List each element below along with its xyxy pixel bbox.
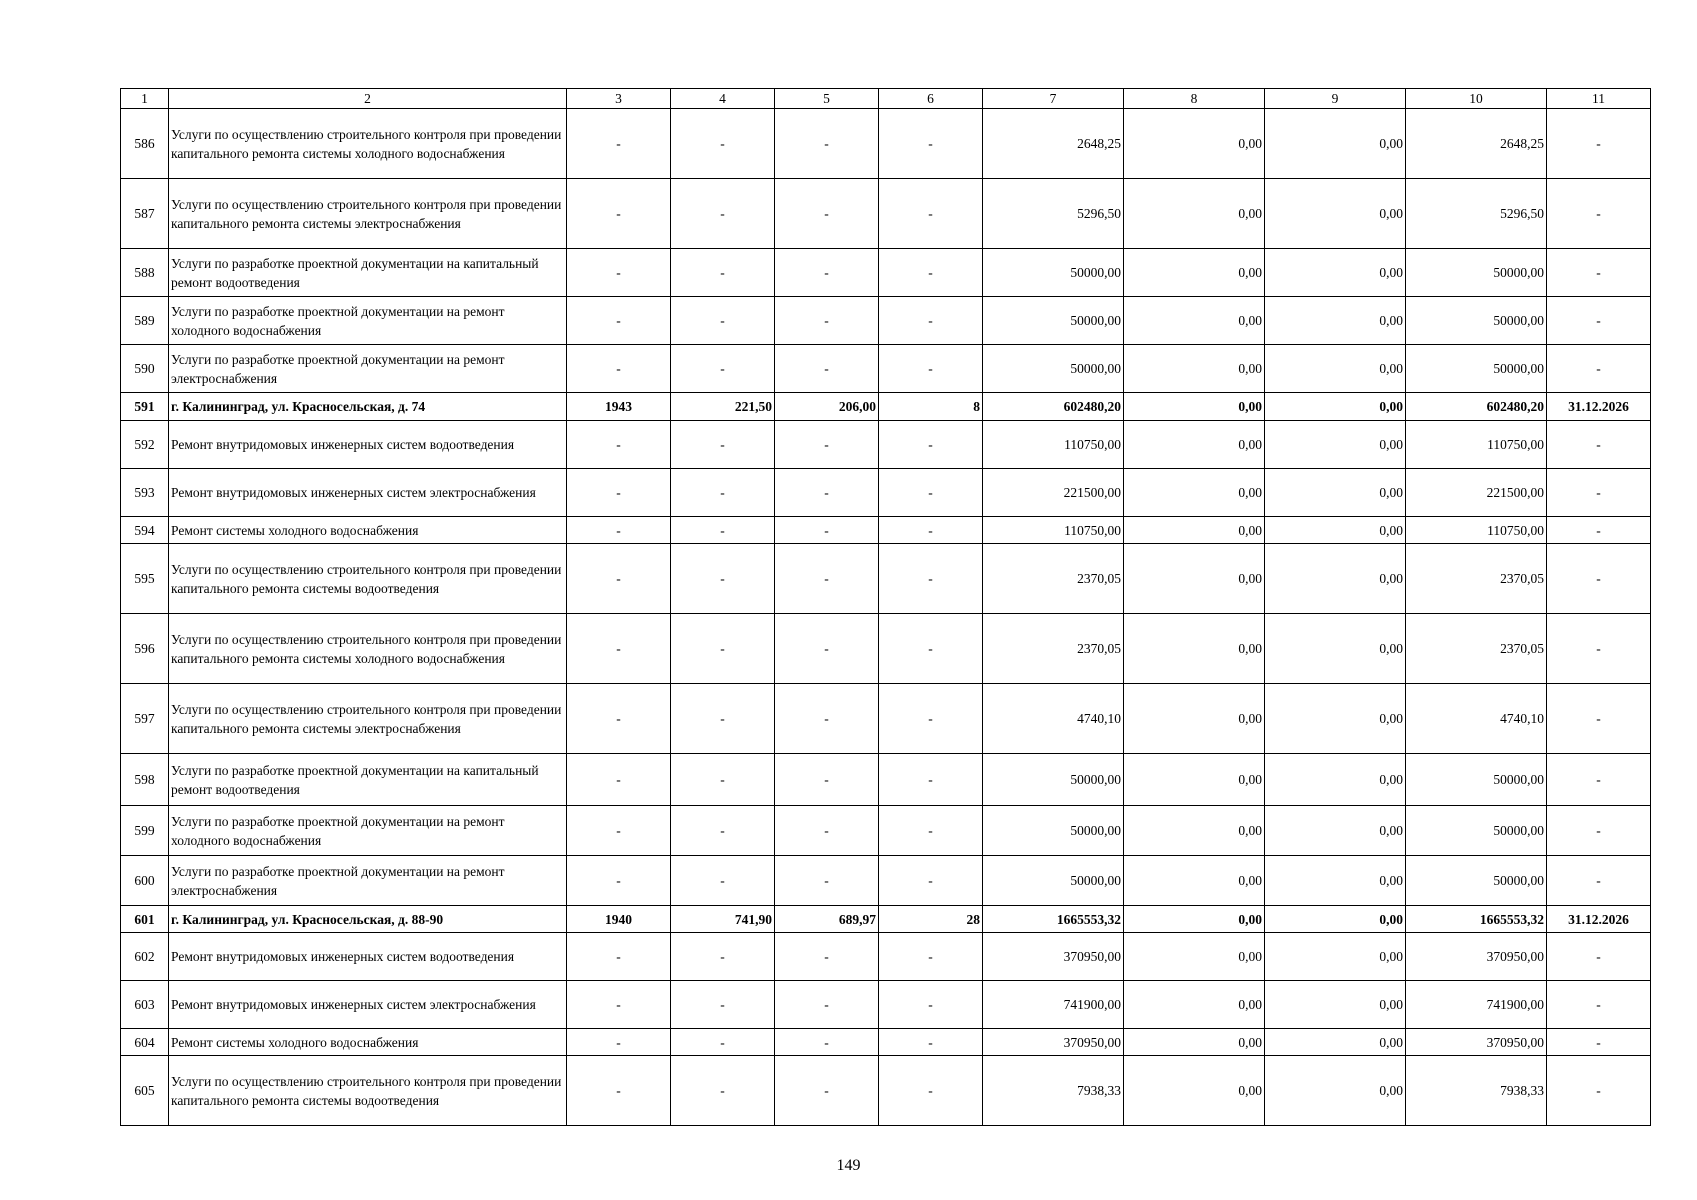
living-area: - bbox=[775, 249, 879, 297]
row-description: Услуги по разработке проектной документации на ремонт электроснабжения bbox=[169, 345, 567, 393]
residents: - bbox=[879, 684, 983, 754]
column-header: 2 bbox=[169, 89, 567, 109]
completion-date: - bbox=[1547, 754, 1651, 806]
residents: - bbox=[879, 1056, 983, 1126]
completion-date: - bbox=[1547, 933, 1651, 981]
owner-funds: 50000,00 bbox=[1406, 754, 1547, 806]
total-area: - bbox=[671, 1056, 775, 1126]
fund-share-1: 0,00 bbox=[1124, 906, 1265, 933]
total-area: - bbox=[671, 517, 775, 544]
row-number: 595 bbox=[121, 544, 169, 614]
residents: - bbox=[879, 933, 983, 981]
fund-share-2: 0,00 bbox=[1265, 684, 1406, 754]
owner-funds: 50000,00 bbox=[1406, 249, 1547, 297]
build-year: - bbox=[567, 421, 671, 469]
living-area: - bbox=[775, 345, 879, 393]
owner-funds: 50000,00 bbox=[1406, 297, 1547, 345]
build-year: - bbox=[567, 249, 671, 297]
column-header: 9 bbox=[1265, 89, 1406, 109]
residents: - bbox=[879, 614, 983, 684]
row-description: Услуги по разработке проектной документации на капитальный ремонт водоотведения bbox=[169, 249, 567, 297]
row-description: Услуги по разработке проектной документации на ремонт холодного водоснабжения bbox=[169, 297, 567, 345]
owner-funds: 110750,00 bbox=[1406, 421, 1547, 469]
total-cost: 2370,05 bbox=[983, 614, 1124, 684]
fund-share-1: 0,00 bbox=[1124, 614, 1265, 684]
total-cost: 110750,00 bbox=[983, 517, 1124, 544]
completion-date: - bbox=[1547, 981, 1651, 1029]
completion-date: - bbox=[1547, 109, 1651, 179]
owner-funds: 110750,00 bbox=[1406, 517, 1547, 544]
total-cost: 370950,00 bbox=[983, 933, 1124, 981]
residents: - bbox=[879, 179, 983, 249]
completion-date: - bbox=[1547, 345, 1651, 393]
column-header: 11 bbox=[1547, 89, 1651, 109]
total-area: 741,90 bbox=[671, 906, 775, 933]
build-year: - bbox=[567, 806, 671, 856]
page-number: 149 bbox=[836, 1157, 861, 1174]
completion-date: - bbox=[1547, 614, 1651, 684]
total-cost: 370950,00 bbox=[983, 1029, 1124, 1056]
residents: - bbox=[879, 517, 983, 544]
total-area: - bbox=[671, 754, 775, 806]
living-area: - bbox=[775, 109, 879, 179]
row-number: 604 bbox=[121, 1029, 169, 1056]
residents: - bbox=[879, 421, 983, 469]
total-area: - bbox=[671, 469, 775, 517]
total-area: - bbox=[671, 856, 775, 906]
living-area: - bbox=[775, 856, 879, 906]
table-row bbox=[121, 933, 1651, 981]
build-year: - bbox=[567, 517, 671, 544]
row-number: 590 bbox=[121, 345, 169, 393]
owner-funds: 50000,00 bbox=[1406, 806, 1547, 856]
completion-date: - bbox=[1547, 856, 1651, 906]
fund-share-2: 0,00 bbox=[1265, 517, 1406, 544]
row-number: 586 bbox=[121, 109, 169, 179]
row-description: Услуги по осуществлению строительного контроля при проведении капитального ремонта системы холодного водоснабжения bbox=[169, 614, 567, 684]
total-area: - bbox=[671, 249, 775, 297]
fund-share-1: 0,00 bbox=[1124, 1056, 1265, 1126]
fund-share-2: 0,00 bbox=[1265, 469, 1406, 517]
column-header: 7 bbox=[983, 89, 1124, 109]
living-area: - bbox=[775, 469, 879, 517]
fund-share-1: 0,00 bbox=[1124, 684, 1265, 754]
total-cost: 50000,00 bbox=[983, 754, 1124, 806]
total-area: - bbox=[671, 806, 775, 856]
residents: - bbox=[879, 856, 983, 906]
fund-share-1: 0,00 bbox=[1124, 179, 1265, 249]
fund-share-1: 0,00 bbox=[1124, 981, 1265, 1029]
total-cost: 741900,00 bbox=[983, 981, 1124, 1029]
fund-share-2: 0,00 bbox=[1265, 614, 1406, 684]
row-description: Ремонт внутридомовых инженерных систем водоотведения bbox=[169, 933, 567, 981]
fund-share-1: 0,00 bbox=[1124, 1029, 1265, 1056]
residents: - bbox=[879, 981, 983, 1029]
completion-date: - bbox=[1547, 1029, 1651, 1056]
total-area: 221,50 bbox=[671, 393, 775, 421]
build-year: - bbox=[567, 469, 671, 517]
row-description: Услуги по осуществлению строительного контроля при проведении капитального ремонта системы водоотведения bbox=[169, 1056, 567, 1126]
total-area: - bbox=[671, 109, 775, 179]
fund-share-1: 0,00 bbox=[1124, 393, 1265, 421]
row-description: Ремонт системы холодного водоснабжения bbox=[169, 517, 567, 544]
fund-share-2: 0,00 bbox=[1265, 249, 1406, 297]
completion-date: - bbox=[1547, 297, 1651, 345]
living-area: - bbox=[775, 1056, 879, 1126]
row-number: 591 bbox=[121, 393, 169, 421]
table-row bbox=[121, 1029, 1651, 1056]
row-number: 592 bbox=[121, 421, 169, 469]
fund-share-1: 0,00 bbox=[1124, 345, 1265, 393]
completion-date: - bbox=[1547, 1056, 1651, 1126]
total-cost: 2370,05 bbox=[983, 544, 1124, 614]
table-row bbox=[121, 856, 1651, 906]
row-number: 597 bbox=[121, 684, 169, 754]
living-area: - bbox=[775, 421, 879, 469]
living-area: - bbox=[775, 806, 879, 856]
fund-share-1: 0,00 bbox=[1124, 109, 1265, 179]
owner-funds: 4740,10 bbox=[1406, 684, 1547, 754]
owner-funds: 5296,50 bbox=[1406, 179, 1547, 249]
table-row bbox=[121, 614, 1651, 684]
total-area: - bbox=[671, 981, 775, 1029]
fund-share-2: 0,00 bbox=[1265, 754, 1406, 806]
column-number-row bbox=[121, 89, 1651, 109]
fund-share-2: 0,00 bbox=[1265, 981, 1406, 1029]
row-number: 601 bbox=[121, 906, 169, 933]
build-year: 1940 bbox=[567, 906, 671, 933]
fund-share-1: 0,00 bbox=[1124, 754, 1265, 806]
build-year: - bbox=[567, 933, 671, 981]
fund-share-2: 0,00 bbox=[1265, 544, 1406, 614]
residents: 28 bbox=[879, 906, 983, 933]
owner-funds: 2370,05 bbox=[1406, 614, 1547, 684]
fund-share-2: 0,00 bbox=[1265, 179, 1406, 249]
fund-share-1: 0,00 bbox=[1124, 544, 1265, 614]
completion-date: - bbox=[1547, 517, 1651, 544]
living-area: - bbox=[775, 297, 879, 345]
budget-table bbox=[120, 88, 1651, 1126]
row-number: 602 bbox=[121, 933, 169, 981]
fund-share-1: 0,00 bbox=[1124, 249, 1265, 297]
row-description: Услуги по разработке проектной документации на капитальный ремонт водоотведения bbox=[169, 754, 567, 806]
fund-share-2: 0,00 bbox=[1265, 345, 1406, 393]
build-year: - bbox=[567, 754, 671, 806]
build-year: - bbox=[567, 109, 671, 179]
fund-share-1: 0,00 bbox=[1124, 421, 1265, 469]
column-header: 3 bbox=[567, 89, 671, 109]
total-area: - bbox=[671, 345, 775, 393]
row-description: Ремонт системы холодного водоснабжения bbox=[169, 1029, 567, 1056]
living-area: - bbox=[775, 179, 879, 249]
row-description: Ремонт внутридомовых инженерных систем электроснабжения bbox=[169, 469, 567, 517]
total-area: - bbox=[671, 297, 775, 345]
table-row bbox=[121, 345, 1651, 393]
build-year: - bbox=[567, 1029, 671, 1056]
fund-share-2: 0,00 bbox=[1265, 297, 1406, 345]
fund-share-2: 0,00 bbox=[1265, 421, 1406, 469]
completion-date: - bbox=[1547, 421, 1651, 469]
total-cost: 50000,00 bbox=[983, 249, 1124, 297]
build-year: - bbox=[567, 345, 671, 393]
total-cost: 602480,20 bbox=[983, 393, 1124, 421]
living-area: 689,97 bbox=[775, 906, 879, 933]
build-year: - bbox=[567, 544, 671, 614]
total-area: - bbox=[671, 421, 775, 469]
fund-share-2: 0,00 bbox=[1265, 933, 1406, 981]
total-cost: 221500,00 bbox=[983, 469, 1124, 517]
build-year: - bbox=[567, 179, 671, 249]
build-year: - bbox=[567, 981, 671, 1029]
table-row bbox=[121, 806, 1651, 856]
total-area: - bbox=[671, 614, 775, 684]
table-row bbox=[121, 517, 1651, 544]
address-row bbox=[121, 393, 1651, 421]
owner-funds: 50000,00 bbox=[1406, 345, 1547, 393]
row-description: Услуги по осуществлению строительного контроля при проведении капитального ремонта системы холодного водоснабжения bbox=[169, 109, 567, 179]
living-area: - bbox=[775, 754, 879, 806]
residents: - bbox=[879, 345, 983, 393]
residents: - bbox=[879, 1029, 983, 1056]
total-cost: 7938,33 bbox=[983, 1056, 1124, 1126]
owner-funds: 602480,20 bbox=[1406, 393, 1547, 421]
table-row bbox=[121, 981, 1651, 1029]
row-description: Услуги по осуществлению строительного контроля при проведении капитального ремонта системы водоотведения bbox=[169, 544, 567, 614]
column-header: 6 bbox=[879, 89, 983, 109]
build-year: - bbox=[567, 614, 671, 684]
row-number: 588 bbox=[121, 249, 169, 297]
living-area: - bbox=[775, 1029, 879, 1056]
table-row bbox=[121, 469, 1651, 517]
column-header: 8 bbox=[1124, 89, 1265, 109]
residents: - bbox=[879, 544, 983, 614]
residents: - bbox=[879, 469, 983, 517]
residents: - bbox=[879, 109, 983, 179]
residents: - bbox=[879, 297, 983, 345]
owner-funds: 50000,00 bbox=[1406, 856, 1547, 906]
table-row bbox=[121, 249, 1651, 297]
total-cost: 2648,25 bbox=[983, 109, 1124, 179]
total-cost: 4740,10 bbox=[983, 684, 1124, 754]
total-cost: 50000,00 bbox=[983, 806, 1124, 856]
owner-funds: 370950,00 bbox=[1406, 1029, 1547, 1056]
completion-date: - bbox=[1547, 469, 1651, 517]
build-year: - bbox=[567, 297, 671, 345]
table-row bbox=[121, 109, 1651, 179]
residents: 8 bbox=[879, 393, 983, 421]
total-cost: 50000,00 bbox=[983, 856, 1124, 906]
owner-funds: 221500,00 bbox=[1406, 469, 1547, 517]
owner-funds: 370950,00 bbox=[1406, 933, 1547, 981]
fund-share-1: 0,00 bbox=[1124, 469, 1265, 517]
table-row bbox=[121, 297, 1651, 345]
row-description: Ремонт внутридомовых инженерных систем электроснабжения bbox=[169, 981, 567, 1029]
fund-share-2: 0,00 bbox=[1265, 1029, 1406, 1056]
fund-share-1: 0,00 bbox=[1124, 517, 1265, 544]
row-description: г. Калининград, ул. Красносельская, д. 74 bbox=[169, 393, 567, 421]
living-area: 206,00 bbox=[775, 393, 879, 421]
living-area: - bbox=[775, 614, 879, 684]
column-header: 4 bbox=[671, 89, 775, 109]
column-header: 5 bbox=[775, 89, 879, 109]
row-description: Услуги по разработке проектной документации на ремонт холодного водоснабжения bbox=[169, 806, 567, 856]
row-number: 599 bbox=[121, 806, 169, 856]
completion-date: 31.12.2026 bbox=[1547, 393, 1651, 421]
row-description: г. Калининград, ул. Красносельская, д. 88-90 bbox=[169, 906, 567, 933]
total-cost: 110750,00 bbox=[983, 421, 1124, 469]
fund-share-1: 0,00 bbox=[1124, 806, 1265, 856]
completion-date: - bbox=[1547, 684, 1651, 754]
row-number: 600 bbox=[121, 856, 169, 906]
column-header: 1 bbox=[121, 89, 169, 109]
table-row bbox=[121, 684, 1651, 754]
row-description: Услуги по осуществлению строительного контроля при проведении капитального ремонта системы электроснабжения bbox=[169, 684, 567, 754]
total-cost: 5296,50 bbox=[983, 179, 1124, 249]
total-cost: 1665553,32 bbox=[983, 906, 1124, 933]
total-area: - bbox=[671, 1029, 775, 1056]
living-area: - bbox=[775, 544, 879, 614]
fund-share-2: 0,00 bbox=[1265, 906, 1406, 933]
fund-share-1: 0,00 bbox=[1124, 933, 1265, 981]
table-row bbox=[121, 544, 1651, 614]
row-number: 605 bbox=[121, 1056, 169, 1126]
living-area: - bbox=[775, 684, 879, 754]
owner-funds: 7938,33 bbox=[1406, 1056, 1547, 1126]
row-number: 589 bbox=[121, 297, 169, 345]
completion-date: 31.12.2026 bbox=[1547, 906, 1651, 933]
owner-funds: 1665553,32 bbox=[1406, 906, 1547, 933]
residents: - bbox=[879, 806, 983, 856]
fund-share-2: 0,00 bbox=[1265, 109, 1406, 179]
row-number: 587 bbox=[121, 179, 169, 249]
total-area: - bbox=[671, 684, 775, 754]
fund-share-1: 0,00 bbox=[1124, 297, 1265, 345]
fund-share-2: 0,00 bbox=[1265, 806, 1406, 856]
residents: - bbox=[879, 754, 983, 806]
fund-share-2: 0,00 bbox=[1265, 1056, 1406, 1126]
owner-funds: 741900,00 bbox=[1406, 981, 1547, 1029]
row-number: 596 bbox=[121, 614, 169, 684]
fund-share-1: 0,00 bbox=[1124, 856, 1265, 906]
fund-share-2: 0,00 bbox=[1265, 393, 1406, 421]
table-row bbox=[121, 421, 1651, 469]
completion-date: - bbox=[1547, 179, 1651, 249]
owner-funds: 2370,05 bbox=[1406, 544, 1547, 614]
total-area: - bbox=[671, 544, 775, 614]
owner-funds: 2648,25 bbox=[1406, 109, 1547, 179]
residents: - bbox=[879, 249, 983, 297]
total-cost: 50000,00 bbox=[983, 345, 1124, 393]
build-year: - bbox=[567, 1056, 671, 1126]
completion-date: - bbox=[1547, 249, 1651, 297]
fund-share-2: 0,00 bbox=[1265, 856, 1406, 906]
address-row bbox=[121, 906, 1651, 933]
completion-date: - bbox=[1547, 806, 1651, 856]
build-year: 1943 bbox=[567, 393, 671, 421]
column-header: 10 bbox=[1406, 89, 1547, 109]
row-description: Услуги по разработке проектной документации на ремонт электроснабжения bbox=[169, 856, 567, 906]
living-area: - bbox=[775, 933, 879, 981]
table-row bbox=[121, 754, 1651, 806]
total-cost: 50000,00 bbox=[983, 297, 1124, 345]
living-area: - bbox=[775, 517, 879, 544]
completion-date: - bbox=[1547, 544, 1651, 614]
total-area: - bbox=[671, 933, 775, 981]
row-description: Ремонт внутридомовых инженерных систем водоотведения bbox=[169, 421, 567, 469]
build-year: - bbox=[567, 856, 671, 906]
row-number: 593 bbox=[121, 469, 169, 517]
table-body bbox=[121, 109, 1651, 1126]
row-number: 594 bbox=[121, 517, 169, 544]
row-number: 603 bbox=[121, 981, 169, 1029]
row-number: 598 bbox=[121, 754, 169, 806]
budget-table-container bbox=[120, 88, 1650, 1126]
row-description: Услуги по осуществлению строительного контроля при проведении капитального ремонта системы электроснабжения bbox=[169, 179, 567, 249]
table-row bbox=[121, 179, 1651, 249]
table-row bbox=[121, 1056, 1651, 1126]
living-area: - bbox=[775, 981, 879, 1029]
total-area: - bbox=[671, 179, 775, 249]
build-year: - bbox=[567, 684, 671, 754]
